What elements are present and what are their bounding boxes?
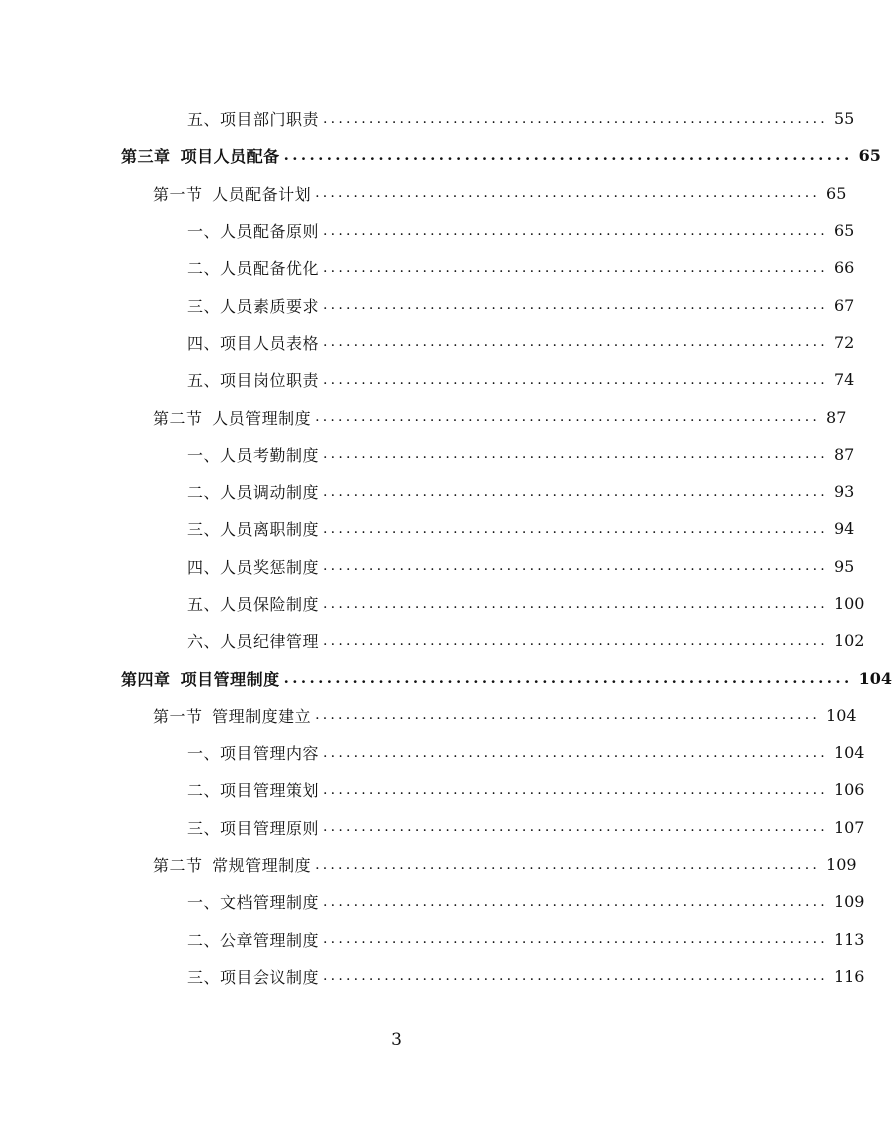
toc-leader-dots: .................................................................. xyxy=(323,781,828,798)
toc-entry-page: 104 xyxy=(826,705,857,725)
toc-entry[interactable] xyxy=(0,548,855,585)
toc-entry[interactable] xyxy=(0,361,855,398)
toc-entry[interactable] xyxy=(0,883,865,920)
toc-entry[interactable] xyxy=(0,510,855,547)
toc-entry-page: 66 xyxy=(833,258,855,278)
toc-section-entry[interactable] xyxy=(0,175,847,212)
toc-leader-dots: .................................................................. xyxy=(315,409,821,426)
toc-entry-title: 二、公章管理制度 xyxy=(187,930,320,950)
toc-entry-title: 三、人员离职制度 xyxy=(187,520,320,540)
toc-entry-page: 116 xyxy=(833,966,865,986)
toc-entry-page: 65 xyxy=(858,146,881,166)
toc-entry-title: 二、人员配备优化 xyxy=(187,259,320,279)
toc-entry-page: 102 xyxy=(833,631,865,651)
toc-section-entry[interactable] xyxy=(0,846,857,883)
toc-entry-title: 二、人员调动制度 xyxy=(187,483,320,503)
toc-section-entry[interactable] xyxy=(0,398,847,435)
toc-entry-page: 106 xyxy=(833,780,865,800)
toc-leader-dots: .................................................................. xyxy=(323,558,828,575)
toc-entry-page: 87 xyxy=(826,407,847,427)
toc-leader-dots: .................................................................. xyxy=(323,744,828,761)
toc-leader-dots: .................................................................. xyxy=(323,222,828,239)
toc-entry-page: 109 xyxy=(826,855,857,875)
toc-leader-dots: .................................................................. xyxy=(323,595,828,612)
toc-entry-page: 107 xyxy=(833,817,865,837)
toc-entry[interactable] xyxy=(0,622,865,659)
toc-entry-page: 67 xyxy=(833,295,855,315)
toc-entry-page: 94 xyxy=(833,519,855,539)
toc-entry[interactable] xyxy=(0,100,855,137)
toc-leader-dots: .................................................................. xyxy=(323,483,828,500)
toc-entry[interactable] xyxy=(0,436,855,473)
toc-entry-page: 93 xyxy=(833,482,855,502)
toc-entry-page: 65 xyxy=(833,221,855,241)
toc-leader-dots: .................................................................. xyxy=(323,334,828,351)
toc-entry-title: 第一节 管理制度建立 xyxy=(153,706,312,726)
toc-leader-dots: .................................................................. xyxy=(323,110,828,127)
toc-leader-dots: .................................................................. xyxy=(323,371,828,388)
toc-leader-dots: .................................................................. xyxy=(283,146,853,165)
toc-leader-dots: .................................................................. xyxy=(315,707,821,724)
toc-entry-title: 第二节 常规管理制度 xyxy=(153,856,312,876)
toc-entry-title: 三、人员素质要求 xyxy=(187,296,320,316)
toc-entry[interactable] xyxy=(0,249,855,286)
toc-entry-page: 100 xyxy=(833,594,865,613)
toc-entry-title: 二、项目管理策划 xyxy=(187,781,320,801)
toc-entry[interactable] xyxy=(0,958,865,995)
toc-leader-dots: .................................................................. xyxy=(323,968,828,985)
toc-entry-title: 一、文档管理制度 xyxy=(187,893,320,913)
toc-leader-dots: .................................................................. xyxy=(323,259,828,276)
toc-entry-page: 87 xyxy=(833,444,855,464)
toc-entry-title: 六、人员纪律管理 xyxy=(187,632,320,652)
toc-chapter-entry[interactable] xyxy=(0,137,881,174)
toc-entry-page: 95 xyxy=(833,556,855,576)
toc-entry-title: 第三章 项目人员配备 xyxy=(121,147,280,167)
toc-entry[interactable] xyxy=(0,734,865,771)
toc-entry-page: 109 xyxy=(833,892,865,912)
toc-leader-dots: .................................................................. xyxy=(283,668,853,687)
toc-entry-title: 五、项目岗位职责 xyxy=(187,371,320,391)
toc-entry-title: 五、项目部门职责 xyxy=(187,110,320,130)
toc-entry-page: 104 xyxy=(858,668,892,688)
toc-entry[interactable] xyxy=(0,585,865,622)
toc-entry-title: 一、人员配备原则 xyxy=(187,222,320,242)
toc-entry[interactable] xyxy=(0,771,865,808)
toc-entry[interactable] xyxy=(0,212,855,249)
toc-entry-title: 四、人员奖惩制度 xyxy=(187,557,320,577)
page-number: 3 xyxy=(391,1030,402,1050)
toc-leader-dots: .................................................................. xyxy=(323,520,828,537)
toc-entry-page: 72 xyxy=(833,332,855,352)
toc-leader-dots: .................................................................. xyxy=(323,632,828,649)
toc-leader-dots: .................................................................. xyxy=(323,819,828,836)
toc-chapter-entry[interactable] xyxy=(0,659,892,696)
toc-entry[interactable] xyxy=(0,324,855,361)
toc-entry-title: 五、人员保险制度 xyxy=(187,595,320,614)
toc-entry[interactable] xyxy=(0,473,855,510)
toc-leader-dots: .................................................................. xyxy=(323,297,828,314)
toc-entry-page: 65 xyxy=(826,183,847,203)
toc-entry-title: 四、项目人员表格 xyxy=(187,333,320,353)
toc-entry-title: 一、人员考勤制度 xyxy=(187,445,320,465)
toc-entry-page: 104 xyxy=(833,743,865,763)
toc-leader-dots: .................................................................. xyxy=(323,931,828,948)
toc-leader-dots: .................................................................. xyxy=(323,446,828,463)
toc-entry-title: 三、项目会议制度 xyxy=(187,967,320,987)
toc-entry-title: 第二节 人员管理制度 xyxy=(153,408,312,428)
table-of-contents xyxy=(0,100,892,995)
toc-entry[interactable] xyxy=(0,809,865,846)
toc-leader-dots: .................................................................. xyxy=(323,893,828,910)
toc-entry-title: 一、项目管理内容 xyxy=(187,744,320,764)
toc-entry-page: 113 xyxy=(833,929,865,949)
toc-entry-page: 55 xyxy=(833,109,855,129)
toc-entry[interactable] xyxy=(0,286,855,323)
toc-leader-dots: .................................................................. xyxy=(315,185,821,202)
toc-entry-page: 74 xyxy=(833,370,855,390)
toc-section-entry[interactable] xyxy=(0,697,857,734)
toc-entry[interactable] xyxy=(0,921,865,958)
toc-entry-title: 三、项目管理原则 xyxy=(187,818,320,838)
toc-entry-title: 第四章 项目管理制度 xyxy=(121,669,280,689)
toc-entry-title: 第一节 人员配备计划 xyxy=(153,184,312,204)
toc-leader-dots: .................................................................. xyxy=(315,856,821,873)
